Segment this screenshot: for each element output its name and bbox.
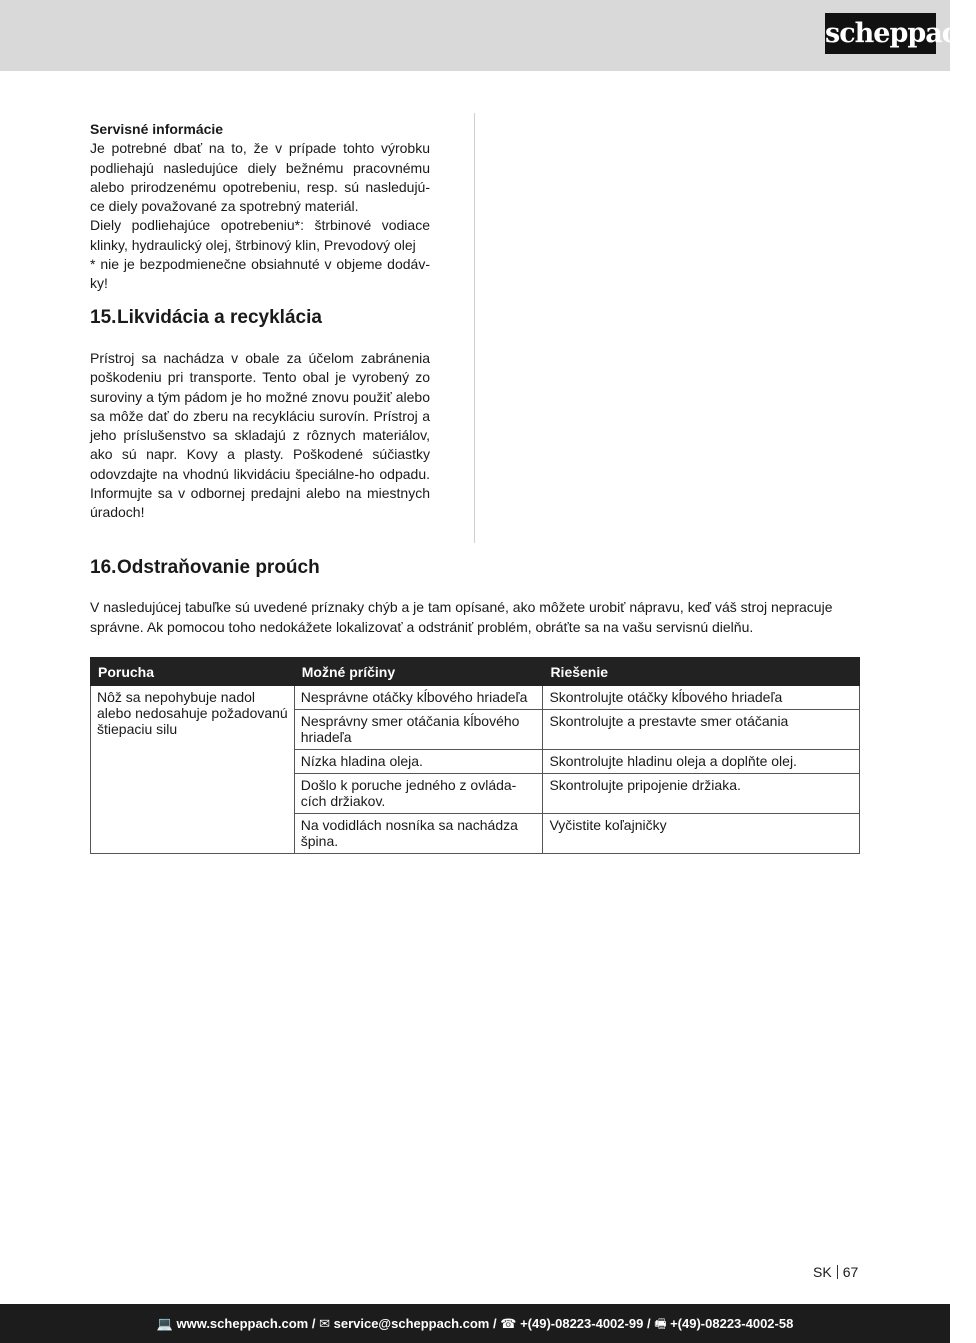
solution-cell: Skontrolujte otáčky kĺbového hriadeľa (543, 686, 860, 710)
cause-cell: Nesprávny smer otáčania kĺbového hriadeľa (294, 710, 543, 750)
footer-separator: / (646, 1316, 651, 1331)
section-15-number: 15. (90, 307, 117, 328)
header-solution: Riešenie (543, 658, 860, 686)
page-separator (837, 1265, 838, 1279)
cause-cell: Na vodidlách nosníka sa nachádza špina. (294, 814, 543, 854)
footer-separator: / (311, 1316, 316, 1331)
service-info (90, 120, 430, 294)
section-15-body: Prístroj sa nachádza v obale za účelom zabránenia poškodeniu pri transporte. Tento obal je vyrobený zo suroviny a tým pádom je ho možné znovu použiť alebo sa môže dať do zberu na recykláciu surovín. Prístroj a jeho príslušenstvo sa skladajú z rôznych materiálov, ako sú napr. Kovy a plasty. Poškodené súčiastky odovzdajte na vhodnú likvidáciu špeciálne-ho odpadu. Informujte sa v odbornej predajni alebo na miestnych úradoch! (90, 350, 430, 521)
email-link[interactable]: service@scheppach.com (333, 1316, 490, 1331)
header-band (0, 0, 950, 71)
header-fault: Porucha (91, 658, 295, 686)
section-16-number: 16. (90, 557, 117, 578)
solution-cell: Vyčistite koľajničky (543, 814, 860, 854)
service-text: Je potrebné dbať na to, že v prípade tohto výrobku podliehajú nasledujúce diely bežnému pracovnému alebo prirodzenému opotrebeniu, resp. sú nasledujú-ce diely považované za spotrebný materiál. (90, 140, 430, 215)
solution-cell: Skontrolujte pripojenie držiaka. (543, 774, 860, 814)
language-code: SK (813, 1264, 832, 1280)
service-heading: Servisné informácie (90, 121, 224, 137)
wear-parts-text: Diely podliehajúce opotrebeniu*: štrbinové vodiace klinky, hydraulický olej, štrbinový klin, Prevodový olej (90, 217, 430, 253)
fax-number: +(49)-08223-4002-58 (670, 1316, 794, 1331)
troubleshooting-table (90, 657, 860, 854)
footer-separator: / (493, 1316, 497, 1331)
fault-cell: Nôž sa nepohybuje nadol alebo nedosahuje požadovanú štiepaciu silu (91, 686, 295, 854)
computer-icon: 💻 (156, 1316, 173, 1331)
section-15-heading (90, 306, 322, 330)
envelope-icon: ✉ (319, 1316, 330, 1331)
contact-footer (0, 1304, 950, 1343)
table-header-row (91, 658, 860, 686)
page-number (813, 1264, 858, 1280)
section-16-body: V nasledujúcej tabuľke sú uvedené príznaky chýb a je tam opísané, ako môžete urobiť nápravu, keď váš stroj nepracuje správne. Ak pomocou toho nedokážete lokalizovať a odstrániť problém, obráťte sa na vašu servisnú dielňu. (90, 599, 833, 635)
cause-cell: Došlo k poruche jedného z ovláda-cích držiakov. (294, 774, 543, 814)
table-row (91, 686, 860, 710)
website-link[interactable]: www.scheppach.com (176, 1316, 309, 1331)
footnote-text: * nie je bezpodmienečne obsiahnuté v objeme dodáv-ky! (90, 256, 430, 292)
fax-icon: 🖷 (654, 1316, 667, 1331)
section-16-title: Odstraňovanie proúch (117, 557, 320, 578)
scheppach-logo: scheppach (825, 13, 936, 54)
phone-icon: ☎ (500, 1316, 517, 1331)
phone-number: +(49)-08223-4002-99 (520, 1316, 644, 1331)
section-15-title: Likvidácia a recyklácia (117, 307, 322, 328)
page-number-value: 67 (842, 1264, 859, 1280)
cause-cell: Nesprávne otáčky kĺbového hriadeľa (294, 686, 543, 710)
solution-cell: Skontrolujte hladinu oleja a doplňte olej. (543, 750, 860, 774)
header-cause: Možné príčiny (294, 658, 543, 686)
column-divider (474, 113, 475, 543)
cause-cell: Nízka hladina oleja. (294, 750, 543, 774)
solution-cell: Skontrolujte a prestavte smer otáčania (543, 710, 860, 750)
section-16-heading (90, 556, 320, 580)
